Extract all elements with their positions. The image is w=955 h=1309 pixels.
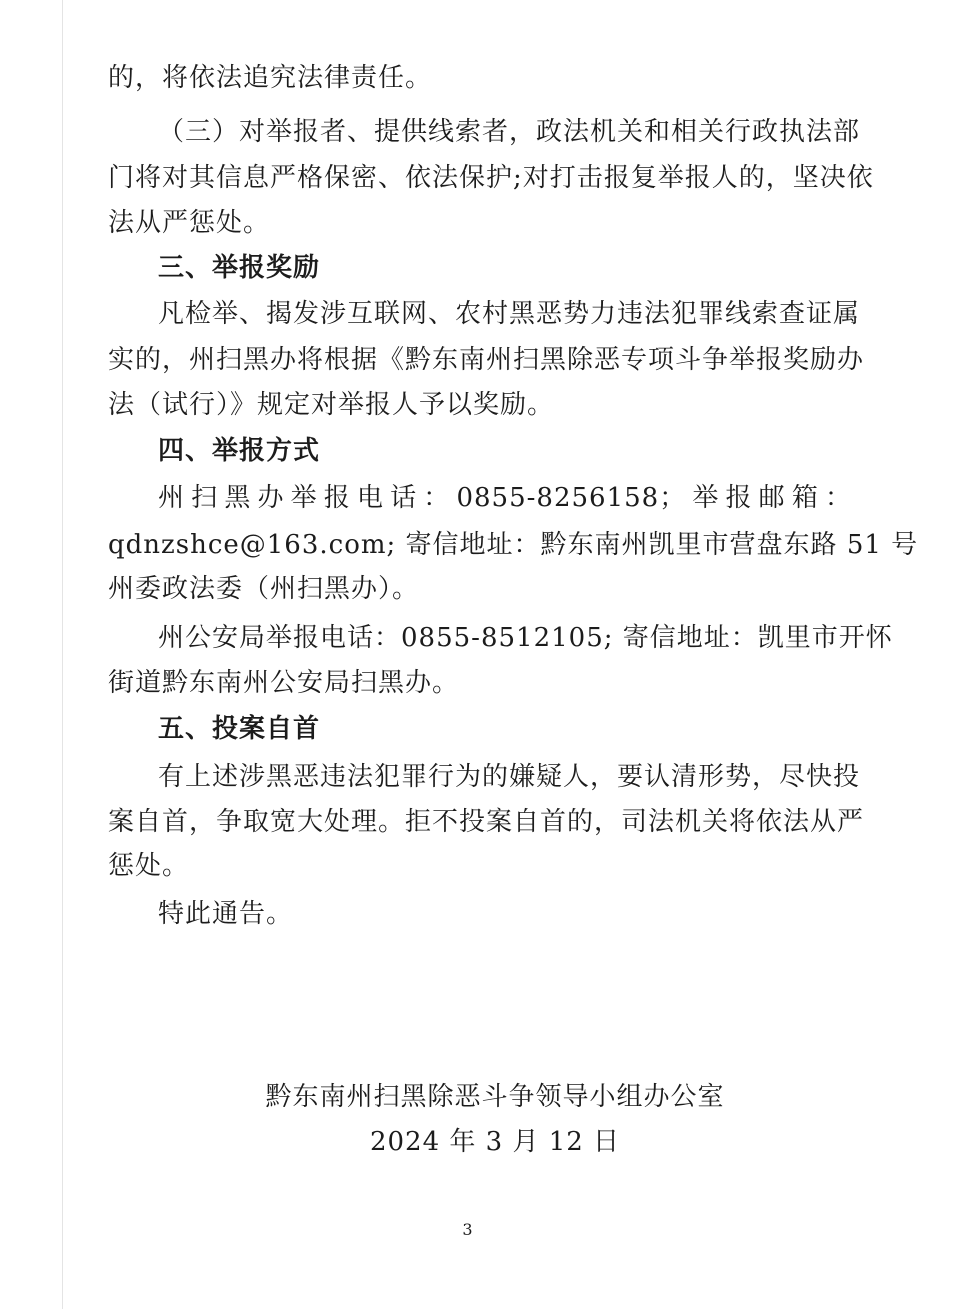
paragraph-3-line-3: 法（试行）》规定对举报人予以奖励。 bbox=[108, 390, 555, 420]
paragraph-3-line-1: 凡检举、揭发涉互联网、农村黑恶势力违法犯罪线索查证属 bbox=[158, 299, 861, 329]
closing-statement: 特此通告。 bbox=[158, 899, 294, 929]
signature-organization: 黔东南州扫黑除恶斗争领导小组办公室 bbox=[265, 1082, 725, 1112]
paragraph-2-line-3: 法从严惩处。 bbox=[108, 208, 271, 238]
section-heading-rewards: 三、举报奖励 bbox=[158, 253, 321, 283]
paragraph-1-line-1: 的，将依法追究法律责任。 bbox=[108, 63, 433, 93]
section-heading-report-methods: 四、举报方式 bbox=[158, 436, 321, 466]
paragraph-6-line-3: 惩处。 bbox=[108, 851, 190, 881]
paragraph-6-line-1: 有上述涉黑恶违法犯罪行为的嫌疑人，要认清形势，尽快投 bbox=[158, 762, 861, 792]
section-heading-surrender: 五、投案自首 bbox=[158, 714, 321, 744]
paragraph-3-line-2: 实的，州扫黑办将根据《黔东南州扫黑除恶专项斗争举报奖励办 bbox=[108, 345, 865, 375]
paragraph-5-line-1: 州公安局举报电话：0855-8512105; 寄信地址：凯里市开怀 bbox=[158, 623, 893, 653]
paragraph-4-line-2: qdnzshce@163.com; 寄信地址：黔东南州凯里市营盘东路 51 号 bbox=[108, 530, 919, 560]
signature-date: 2024 年 3 月 12 日 bbox=[369, 1127, 621, 1157]
paragraph-4-line-3: 州委政法委（州扫黑办）。 bbox=[108, 574, 420, 604]
paragraph-5-line-2: 街道黔东南州公安局扫黑办。 bbox=[108, 668, 460, 698]
paragraph-4-line-1: 州扫黑办举报电话：0855-8256158；举报邮箱： bbox=[158, 483, 852, 513]
paragraph-6-line-2: 案自首，争取宽大处理。拒不投案自首的，司法机关将依法从严 bbox=[108, 807, 865, 837]
paragraph-2-line-1: （三）对举报者、提供线索者，政法机关和相关行政执法部 bbox=[158, 117, 861, 147]
paragraph-2-line-2: 门将对其信息严格保密、依法保护;对打击报复举报人的，坚决依 bbox=[108, 163, 874, 193]
page-number: 3 bbox=[462, 1220, 473, 1239]
